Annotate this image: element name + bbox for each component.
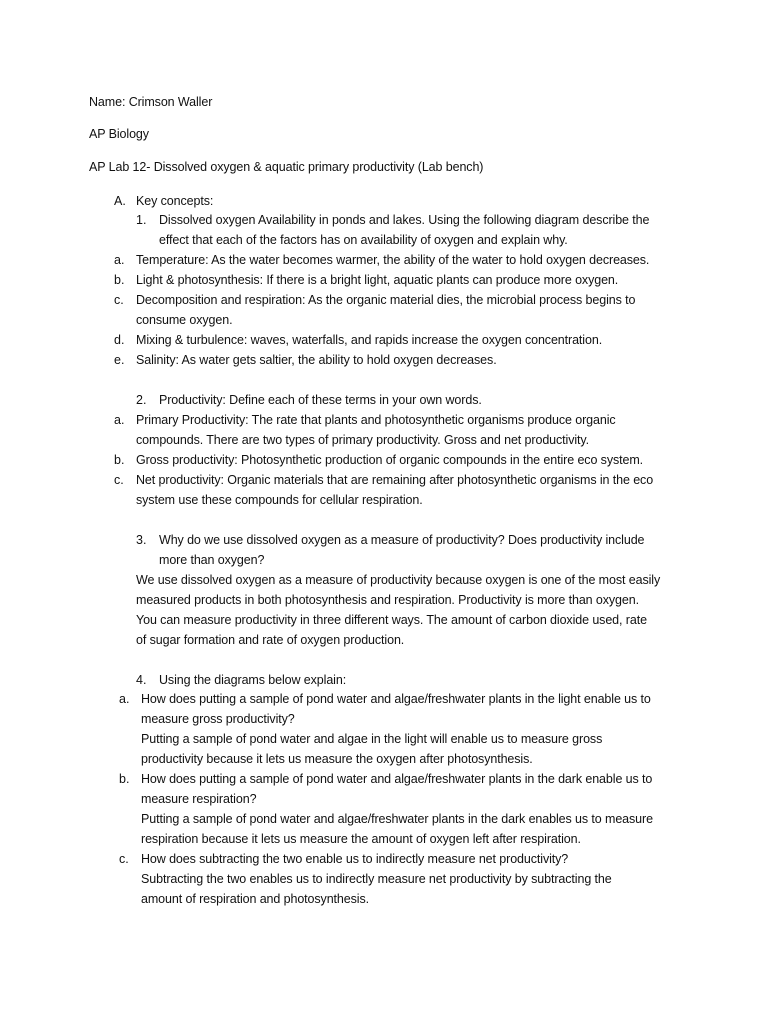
q1-item-a-marker: a.	[114, 253, 125, 267]
q1-item-c-text: consume oxygen.	[136, 313, 233, 327]
section-a-marker: A.	[114, 194, 126, 208]
q2-item-c-marker: c.	[114, 473, 124, 487]
q4-marker: 4.	[136, 673, 147, 687]
q3-answer-line: measured products in both photosynthesis and respiration. Productivity is more than oxygen.	[136, 593, 639, 607]
q2-item-a-text: compounds. There are two types of primary productivity. Gross and net productivity.	[136, 433, 590, 447]
course-title: AP Biology	[89, 127, 149, 141]
q4-item-a-question: How does putting a sample of pond water and algae/freshwater plants in the light enable us to	[141, 692, 651, 706]
q2-item-a-marker: a.	[114, 413, 125, 427]
q1-item-d-marker: d.	[114, 333, 125, 347]
q4-question: Using the diagrams below explain:	[159, 673, 347, 687]
q1-item-d-text: Mixing & turbulence: waves, waterfalls, and rapids increase the oxygen concentration.	[136, 333, 603, 347]
q2-item-c-text: system use these compounds for cellular respiration.	[136, 493, 423, 507]
lab-title: AP Lab 12- Dissolved oxygen & aquatic primary productivity (Lab bench)	[89, 160, 484, 174]
q3-answer-line: of sugar formation and rate of oxygen production.	[136, 633, 405, 647]
q1-item-c-text: Decomposition and respiration: As the organic material dies, the microbial process begins to	[136, 293, 636, 307]
q1-item-b-marker: b.	[114, 273, 125, 287]
q2-item-c-text: Net productivity: Organic materials that are remaining after photosynthetic organisms in the eco	[136, 473, 654, 487]
q4-item-a-answer: Putting a sample of pond water and algae in the light will enable us to measure gross	[141, 732, 603, 746]
q2-item-a-text: Primary Productivity: The rate that plants and photosynthetic organisms produce organic	[136, 413, 616, 427]
q4-item-b-answer: Putting a sample of pond water and algae/freshwater plants in the dark enables us to measure	[141, 812, 653, 826]
q4-item-c-question: How does subtracting the two enable us to indirectly measure net productivity?	[141, 852, 569, 866]
q4-item-a-marker: a.	[119, 692, 130, 706]
q4-item-c-marker: c.	[119, 852, 129, 866]
q4-item-b-marker: b.	[119, 772, 130, 786]
q1-marker: 1.	[136, 213, 147, 227]
q3-answer-line: We use dissolved oxygen as a measure of productivity because oxygen is one of the most easily	[136, 573, 661, 587]
student-name: Name: Crimson Waller	[89, 95, 213, 109]
q1-question-line: Dissolved oxygen Availability in ponds and lakes. Using the following diagram describe the	[159, 213, 650, 227]
q1-item-b-text: Light & photosynthesis: If there is a bright light, aquatic plants can produce more oxygen.	[136, 273, 619, 287]
q1-item-a-text: Temperature: As the water becomes warmer, the ability of the water to hold oxygen decreases.	[136, 253, 650, 267]
q4-item-c-answer: amount of respiration and photosynthesis.	[141, 892, 369, 906]
q4-item-b-question: How does putting a sample of pond water and algae/freshwater plants in the dark enable us to	[141, 772, 653, 786]
q4-item-a-answer: productivity because it lets us measure the oxygen after photosynthesis.	[141, 752, 533, 766]
q2-marker: 2.	[136, 393, 147, 407]
section-a-title: Key concepts:	[136, 194, 214, 208]
q2-item-b-marker: b.	[114, 453, 125, 467]
q2-question: Productivity: Define each of these terms in your own words.	[159, 393, 482, 407]
q3-marker: 3.	[136, 533, 147, 547]
q3-question-line: Why do we use dissolved oxygen as a measure of productivity? Does productivity include	[159, 533, 645, 547]
q4-item-b-question: measure respiration?	[141, 792, 257, 806]
q2-item-b-text: Gross productivity: Photosynthetic production of organic compounds in the entire eco system.	[136, 453, 644, 467]
q3-answer-line: You can measure productivity in three different ways. The amount of carbon dioxide used, rate	[136, 613, 647, 627]
q3-question-line: more than oxygen?	[159, 553, 265, 567]
q4-item-a-question: measure gross productivity?	[141, 712, 295, 726]
q4-item-b-answer: respiration because it lets us measure the amount of oxygen left after respiration.	[141, 832, 581, 846]
q1-item-c-marker: c.	[114, 293, 124, 307]
q1-question-line: effect that each of the factors has on availability of oxygen and explain why.	[159, 233, 568, 247]
q1-item-e-marker: e.	[114, 353, 125, 367]
q4-item-c-answer: Subtracting the two enables us to indirectly measure net productivity by subtracting the	[141, 872, 612, 886]
q1-item-e-text: Salinity: As water gets saltier, the ability to hold oxygen decreases.	[136, 353, 497, 367]
